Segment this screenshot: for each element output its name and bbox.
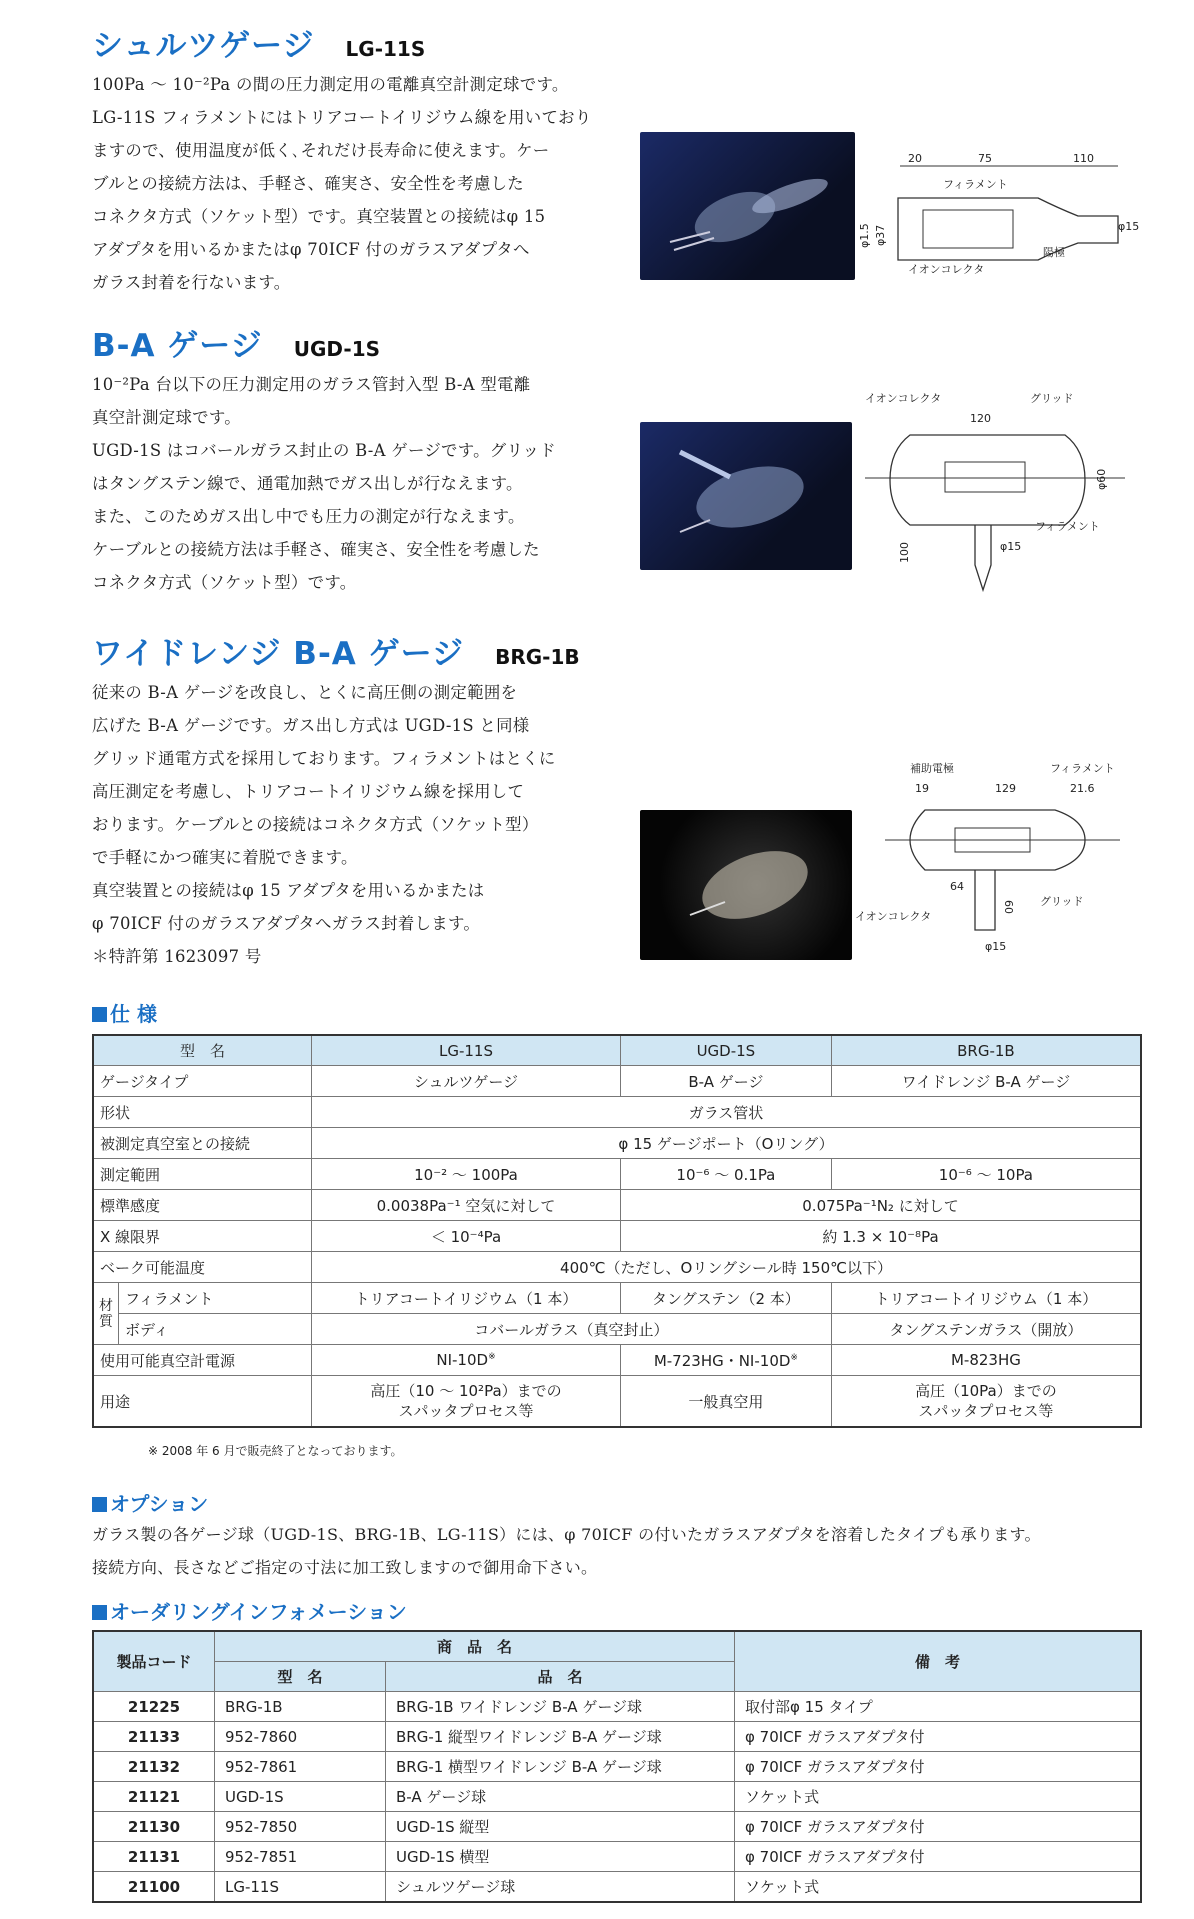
svg-text:グリッド: グリッド bbox=[1040, 895, 1084, 908]
ordering-heading: オーダリングインフォメーション bbox=[92, 1596, 407, 1625]
product-heading-ugd1s bbox=[92, 320, 380, 365]
product-title: シュルツゲージ bbox=[92, 28, 315, 64]
table-row: 測定範囲 10⁻² ～ 100Pa 10⁻⁶ ～ 0.1Pa 10⁻⁶ ～ 10Pa bbox=[93, 1159, 1141, 1190]
text-line: 従来の B-A ゲージを改良し、とくに高圧側の測定範囲を bbox=[92, 683, 518, 702]
table-row: 形状 ガラス管状 bbox=[93, 1097, 1141, 1128]
ordering-table bbox=[92, 1630, 1142, 1903]
option-heading: オプション bbox=[92, 1488, 208, 1517]
svg-text:φ60: φ60 bbox=[1095, 468, 1108, 490]
svg-text:グリッド: グリッド bbox=[1030, 392, 1074, 405]
table-row: 用途 高圧（10 ～ 10²Pa）までの スパッタプロセス等 一般真空用 高圧（10Pa）までの スパッタプロセス等 bbox=[93, 1376, 1141, 1428]
svg-text:φ15: φ15 bbox=[1118, 220, 1140, 233]
table-row: 材 質 フィラメント トリアコートイリジウム（1 本） タングステン（2 本） トリアコートイリジウム（1 本） bbox=[93, 1283, 1141, 1314]
table-row: 製品コード 商 品 名 備 考 bbox=[93, 1631, 1141, 1662]
spec-note: ※ 2008 年 6 月で販売終了となっております。 bbox=[148, 1444, 403, 1458]
text-line: ガラス封着を行ないます。 bbox=[92, 273, 291, 292]
gauge-photo-lg11s bbox=[640, 132, 855, 280]
text-line: アダプタを用いるかまたはφ 70ICF 付のガラスアダプタへ bbox=[92, 240, 530, 259]
svg-text:21.6: 21.6 bbox=[1070, 782, 1095, 795]
svg-text:イオンコレクタ: イオンコレクタ bbox=[908, 263, 985, 276]
text-line: ケーブルとの接続方法は手軽さ、確実さ、安全性を考慮した bbox=[92, 540, 540, 559]
table-row: ゲージタイプ シュルツゲージ B-A ゲージ ワイドレンジ B-A ゲージ bbox=[93, 1066, 1141, 1097]
dimension-diagram-ugd1s bbox=[865, 390, 1165, 600]
text-line: コネクタ方式（ソケット型）です。真空装置との接続はφ 15 bbox=[92, 207, 546, 226]
text-line: おります。ケーブルとの接続はコネクタ方式（ソケット型） bbox=[92, 815, 539, 834]
table-row: 21225 BRG-1B BRG-1B ワイドレンジ B-A ゲージ球 取付部φ 15 タイプ bbox=[93, 1692, 1141, 1722]
spec-table bbox=[92, 1034, 1142, 1428]
product-heading-brg1b bbox=[92, 628, 580, 673]
table-row: 21131 952-7851 UGD-1S 横型 φ 70ICF ガラスアダプタ付 bbox=[93, 1842, 1141, 1872]
svg-text:イオンコレクタ: イオンコレクタ bbox=[855, 910, 932, 923]
product-title: B-A ゲージ bbox=[92, 328, 263, 364]
text-line: また、このためガス出し中でも圧力の測定が行なえます。 bbox=[92, 507, 525, 526]
table-row: 型 名 品 名 bbox=[93, 1662, 1141, 1692]
table-row: 21130 952-7850 UGD-1S 縦型 φ 70ICF ガラスアダプタ付 bbox=[93, 1812, 1141, 1842]
table-row: 21100 LG-11S シュルツゲージ球 ソケット式 bbox=[93, 1872, 1141, 1903]
text-line: 真空計測定球です。 bbox=[92, 408, 241, 427]
text-line: φ 70ICF 付のガラスアダプタへガラス封着します。 bbox=[92, 914, 481, 933]
svg-text:φ1.5: φ1.5 bbox=[858, 223, 871, 248]
text-line: で手軽にかつ確実に着脱できます。 bbox=[92, 848, 358, 867]
text-line: ますので、使用温度が低く､それだけ長寿命に使えます。ケー bbox=[92, 141, 550, 160]
table-row: ボディ コバールガラス（真空封止） タングステンガラス（開放） bbox=[93, 1314, 1141, 1345]
text-line: はタングステン線で、通電加熱でガス出しが行なえます。 bbox=[92, 474, 523, 493]
text-line: ブルとの接続方法は、手軽さ、確実さ、安全性を考慮した bbox=[92, 174, 524, 193]
svg-text:イオンコレクタ: イオンコレクタ bbox=[865, 392, 942, 405]
spec-heading: 仕 様 bbox=[92, 998, 157, 1027]
product-description bbox=[92, 368, 556, 599]
product-description bbox=[92, 68, 592, 299]
svg-text:60: 60 bbox=[1002, 900, 1015, 914]
svg-text:20: 20 bbox=[908, 152, 922, 165]
text-line: グリッド通電方式を採用しております。フィラメントはとくに bbox=[92, 749, 556, 768]
svg-text:φ15: φ15 bbox=[985, 940, 1007, 953]
text-line: LG-11S フィラメントにはトリアコートイリジウム線を用いており bbox=[92, 108, 592, 127]
product-description bbox=[92, 676, 556, 973]
svg-text:フィラメント: フィラメント bbox=[943, 178, 1008, 191]
text-line: 高圧測定を考慮し、トリアコートイリジウム線を採用して bbox=[92, 782, 525, 801]
table-row: 標準感度 0.0038Pa⁻¹ 空気に対して 0.075Pa⁻¹N₂ に対して bbox=[93, 1190, 1141, 1221]
svg-text:129: 129 bbox=[995, 782, 1016, 795]
material-label: 材 質 bbox=[93, 1283, 119, 1345]
text-line: 真空装置との接続はφ 15 アダプタを用いるかまたは bbox=[92, 881, 485, 900]
product-title: ワイドレンジ B-A ゲージ bbox=[92, 636, 464, 672]
gauge-photo-ugd1s bbox=[640, 422, 852, 570]
dimension-diagram-brg1b bbox=[855, 760, 1165, 960]
text-line: UGD-1S はコバールガラス封止の B-A ゲージです。グリッド bbox=[92, 441, 556, 460]
text-line: ガラス製の各ゲージ球（UGD-1S、BRG-1B、LG-11S）には、φ 70ICF の付いたガラスアダプタを溶着したタイプも承ります。 bbox=[92, 1525, 1041, 1544]
product-model: LG-11S bbox=[345, 37, 426, 61]
table-row: 型 名 LG-11S UGD-1S BRG-1B bbox=[93, 1035, 1141, 1066]
product-model: BRG-1B bbox=[495, 645, 580, 669]
table-row: 使用可能真空計電源 NI-10D※ M-723HG・NI-10D※ M-823HG bbox=[93, 1345, 1141, 1376]
gauge-photo-brg1b bbox=[640, 810, 852, 960]
svg-text:補助電極: 補助電極 bbox=[910, 762, 954, 775]
text-line: 広げた B-A ゲージです。ガス出し方式は UGD-1S と同様 bbox=[92, 716, 530, 735]
svg-text:フィラメント: フィラメント bbox=[1050, 762, 1115, 775]
table-row: 21132 952-7861 BRG-1 横型ワイドレンジ B-A ゲージ球 φ 70ICF ガラスアダプタ付 bbox=[93, 1752, 1141, 1782]
svg-text:フィラメント: フィラメント bbox=[1035, 520, 1100, 533]
table-row: 21121 UGD-1S B-A ゲージ球 ソケット式 bbox=[93, 1782, 1141, 1812]
svg-text:100: 100 bbox=[898, 542, 911, 563]
table-row: 21133 952-7860 BRG-1 縦型ワイドレンジ B-A ゲージ球 φ 70ICF ガラスアダプタ付 bbox=[93, 1722, 1141, 1752]
option-description bbox=[92, 1518, 1041, 1584]
table-row: X 線限界 ＜ 10⁻⁴Pa 約 1.3 × 10⁻⁸Pa bbox=[93, 1221, 1141, 1252]
svg-text:120: 120 bbox=[970, 412, 991, 425]
svg-text:75: 75 bbox=[978, 152, 992, 165]
text-line: コネクタ方式（ソケット型）です。 bbox=[92, 573, 357, 592]
svg-text:110: 110 bbox=[1073, 152, 1094, 165]
product-model: UGD-1S bbox=[293, 337, 381, 361]
text-line: 接続方向、長さなどご指定の寸法に加工致しますので御用命下さい。 bbox=[92, 1558, 598, 1577]
dimension-diagram-lg11s bbox=[858, 148, 1168, 278]
svg-text:φ37: φ37 bbox=[874, 224, 887, 246]
table-row: ベーク可能温度 400℃（ただし、Oリングシール時 150℃以下） bbox=[93, 1252, 1141, 1283]
text-line: 10⁻²Pa 台以下の圧力測定用のガラス管封入型 B-A 型電離 bbox=[92, 375, 531, 394]
table-row: 被測定真空室との接続 φ 15 ゲージポート（Oリング） bbox=[93, 1128, 1141, 1159]
text-line: ＊特許第 1623097 号 bbox=[92, 947, 262, 966]
svg-text:19: 19 bbox=[915, 782, 929, 795]
product-heading-lg11s bbox=[92, 20, 425, 65]
svg-text:陽極: 陽極 bbox=[1043, 246, 1065, 259]
svg-text:φ15: φ15 bbox=[1000, 540, 1022, 553]
svg-text:64: 64 bbox=[950, 880, 964, 893]
text-line: 100Pa ～ 10⁻²Pa の間の圧力測定用の電離真空計測定球です。 bbox=[92, 75, 569, 94]
